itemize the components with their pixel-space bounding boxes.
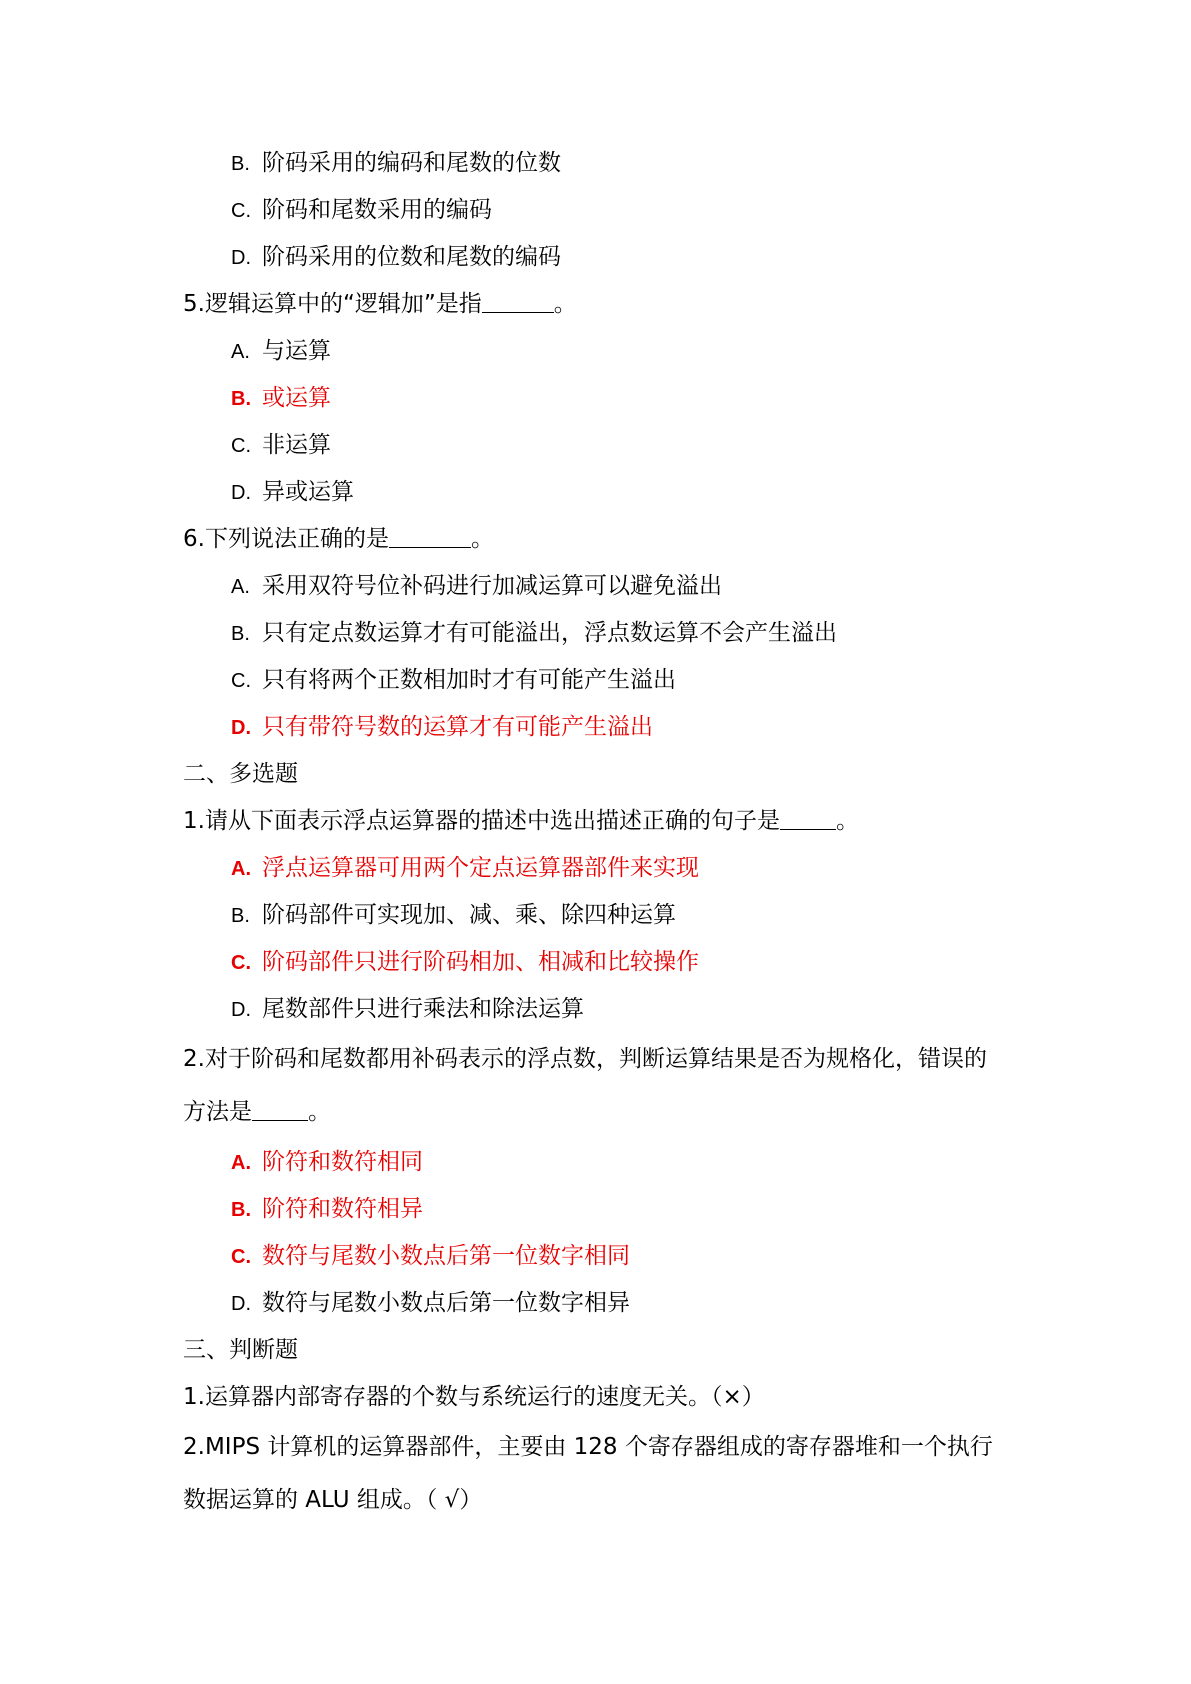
q4-option-d: D. 阶码采用的位数和尾数的编码 — [231, 244, 561, 270]
section2-title: 二、多选题 — [183, 761, 298, 787]
q5-option-b: B. 或运算 — [231, 385, 331, 411]
document-page — [183, 140, 1043, 1527]
q5-option-c: C. 非运算 — [231, 432, 331, 458]
q6-option-c: C. 只有将两个正数相加时才有可能产生溢出 — [231, 667, 676, 693]
s2-q1-option-d: D. 尾数部件只进行乘法和除法运算 — [231, 996, 584, 1022]
q6-option-b: B. 只有定点数运算才有可能溢出，浮点数运算不会产生溢出 — [231, 620, 837, 646]
s2-q1-option-b: B. 阶码部件可实现加、减、乘、除四种运算 — [231, 902, 676, 928]
s2-q2-option-a: A. 阶符和数符相同 — [231, 1149, 423, 1175]
q5-stem: 5.逻辑运算中的“逻辑加”是指 。 — [183, 281, 1043, 328]
q6-option-d: D. 只有带符号数的运算才有可能产生溢出 — [231, 714, 653, 740]
section3-title: 三、判断题 — [183, 1337, 298, 1363]
s3-item-2-line1: 2.MIPS 计算机的运算器部件，主要由 128 个寄存器组成的寄存器堆和一个执行 — [183, 1434, 993, 1460]
q5-option-d: D. 异或运算 — [231, 479, 354, 505]
s2-q1-option-c: C. 阶码部件只进行阶码相加、相减和比较操作 — [231, 949, 699, 975]
s3-item-2-line2: 数据运算的 ALU 组成。（ √） — [183, 1487, 483, 1513]
q4-option-b: B. 阶码采用的编码和尾数的位数 — [231, 150, 561, 176]
s2-q2-stem-line2: 方法是 。 — [183, 1086, 1043, 1139]
s3-item-1: 1.运算器内部寄存器的个数与系统运行的速度无关。（×） — [183, 1384, 765, 1410]
q5-option-a: A. 与运算 — [231, 338, 331, 364]
answer-blank — [780, 799, 836, 830]
q4-option-c: C. 阶码和尾数采用的编码 — [231, 197, 492, 223]
s2-q2-option-d: D. 数符与尾数小数点后第一位数字相异 — [231, 1290, 630, 1316]
s2-q1-option-a: A. 浮点运算器可用两个定点运算器部件来实现 — [231, 855, 699, 881]
answer-blank — [252, 1090, 308, 1121]
answer-blank — [389, 517, 471, 548]
s2-q2-stem-line1: 2.对于阶码和尾数都用补码表示的浮点数，判断运算结果是否为规格化，错误的 — [183, 1046, 987, 1072]
q6-option-a: A. 采用双符号位补码进行加减运算可以避免溢出 — [231, 573, 722, 599]
q6-stem: 6.下列说法正确的是 。 — [183, 516, 1043, 563]
answer-blank — [482, 282, 554, 313]
s2-q2-option-c: C. 数符与尾数小数点后第一位数字相同 — [231, 1243, 630, 1269]
s2-q2-option-b: B. 阶符和数符相异 — [231, 1196, 423, 1222]
s2-q1-stem: 1.请从下面表示浮点运算器的描述中选出描述正确的句子是 。 — [183, 798, 1043, 845]
